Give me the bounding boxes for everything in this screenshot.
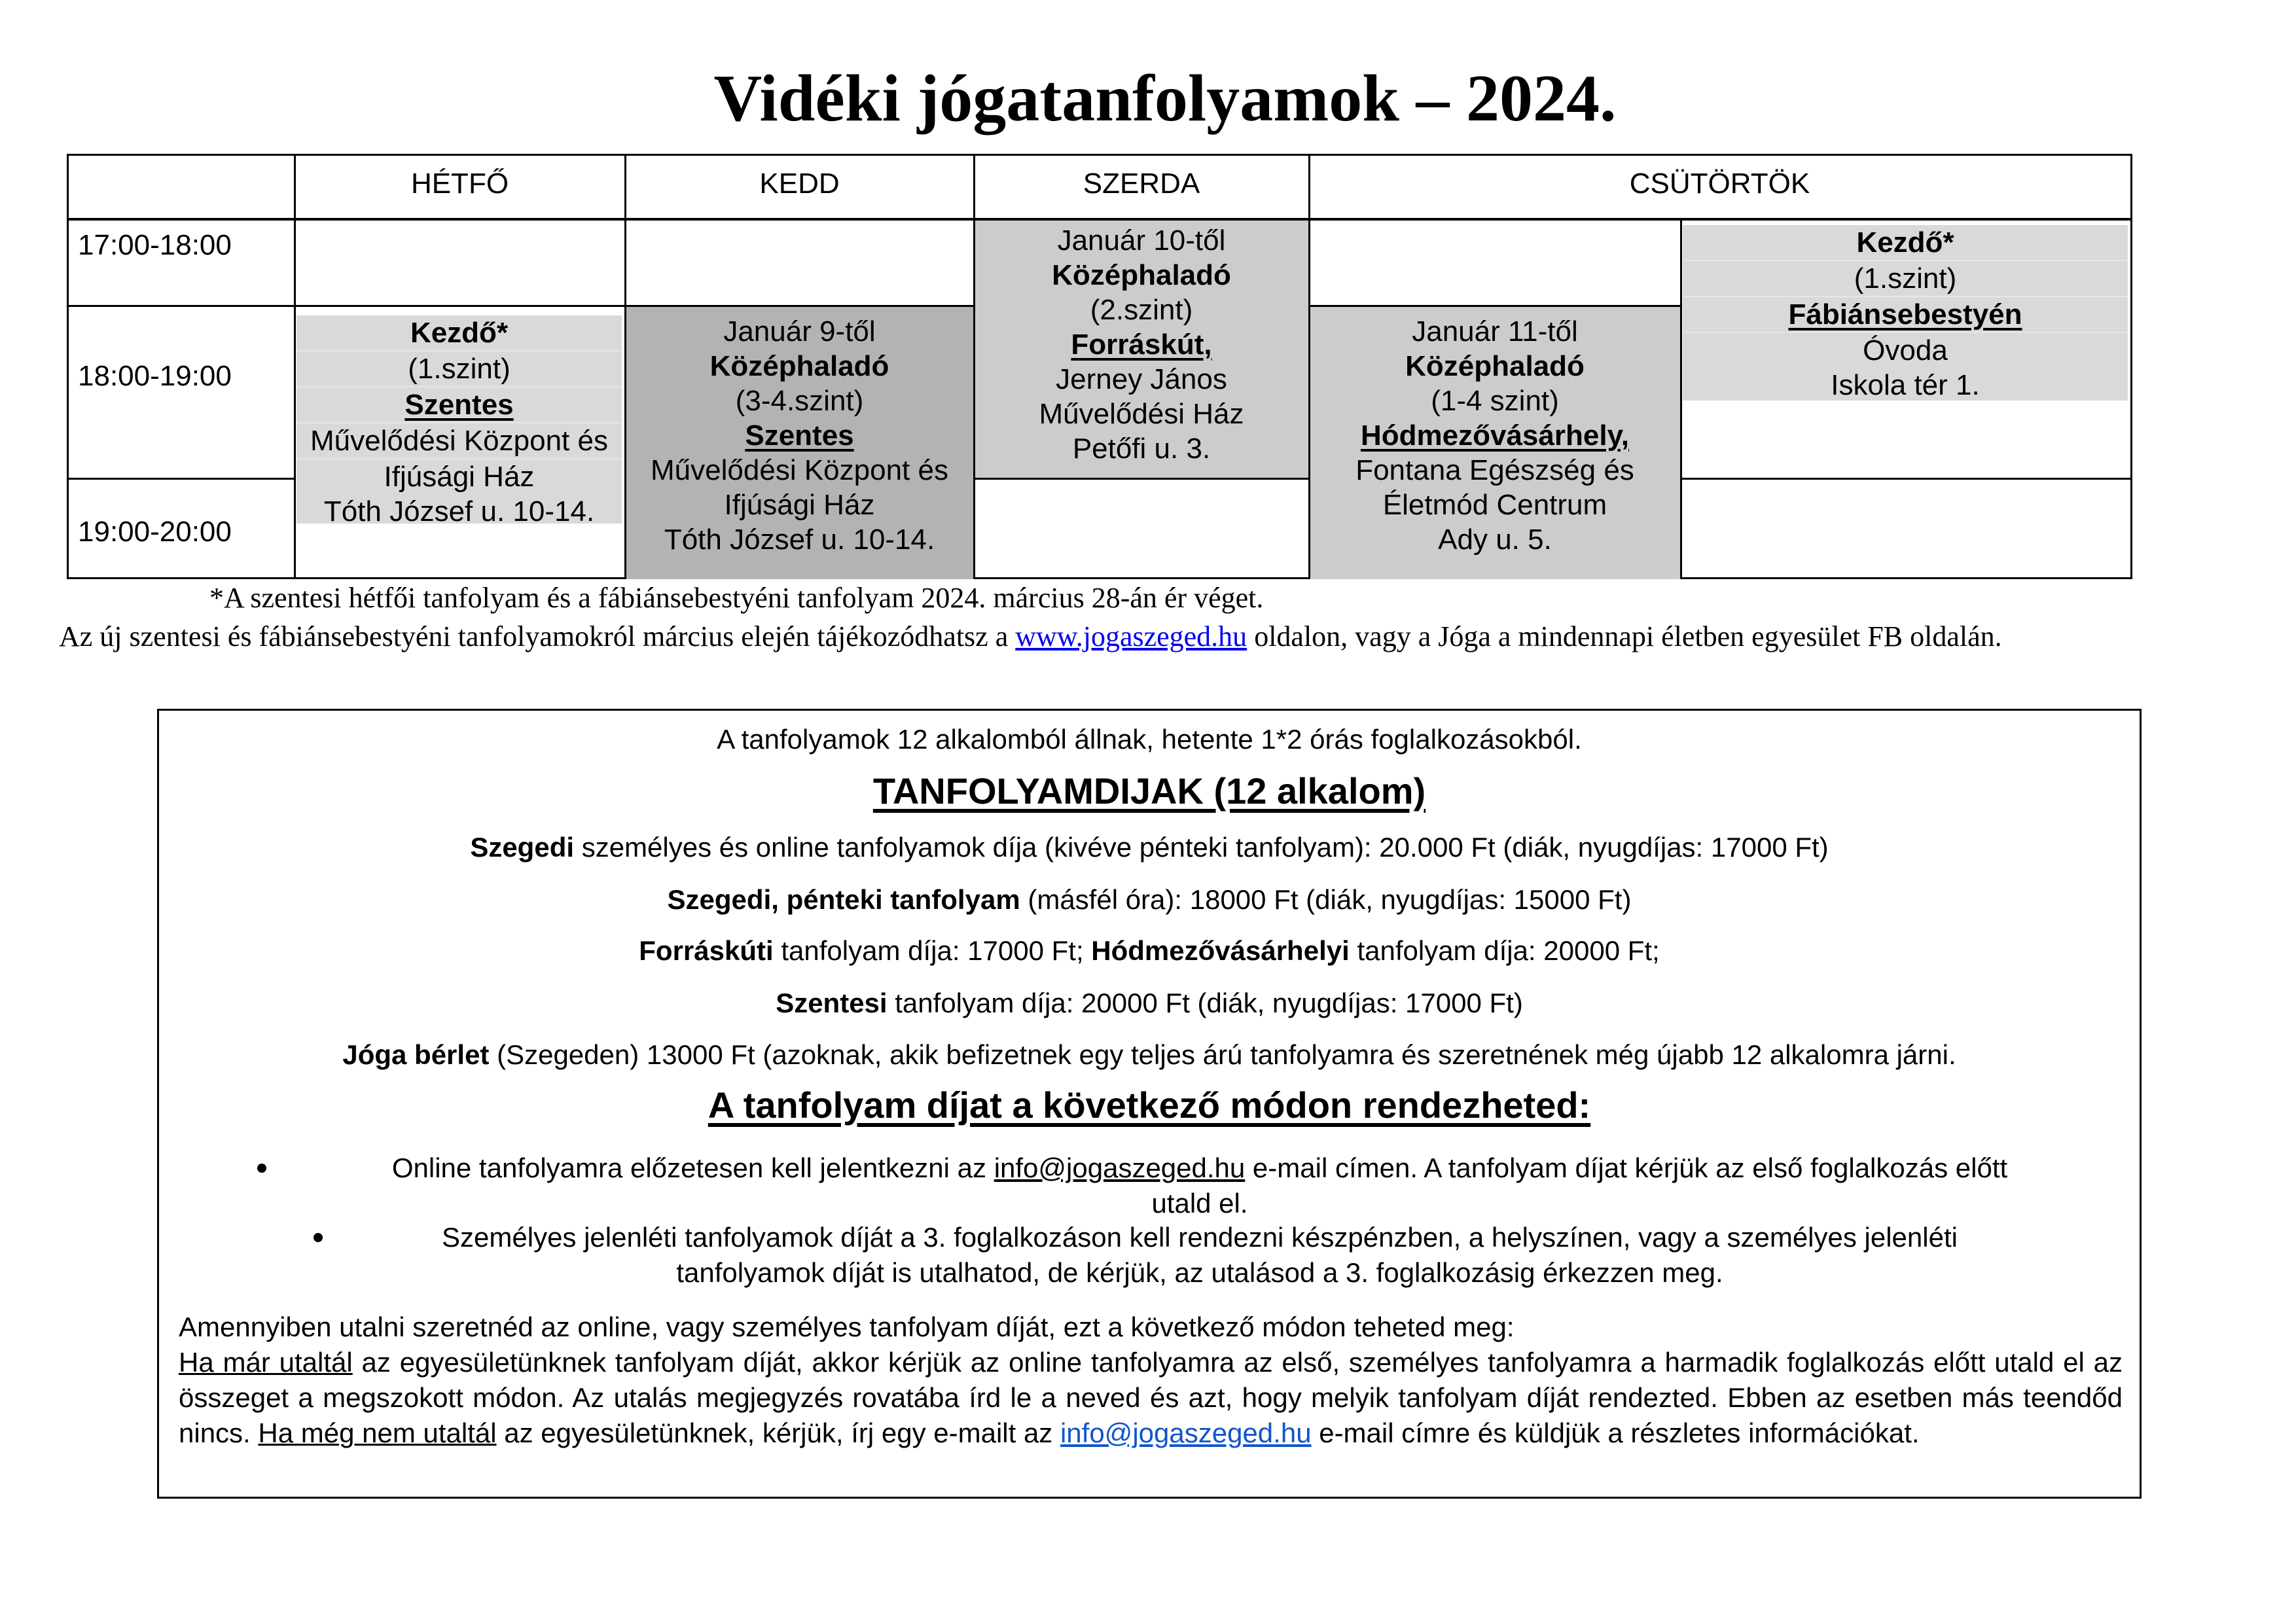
bullet-text-line2: tanfolyamok díját is utalhatod, de kérjük, az utalásod a 3. foglalkozásig érkezzen meg.: [676, 1257, 1723, 1288]
fee-line-szeged: [159, 832, 2140, 863]
transfer-lead: Amennyiben utalni szeretnéd az online, vagy személyes tanfolyam díját, ezt a következő módon teheted meg:: [179, 1311, 1515, 1342]
class-city: Szentes: [404, 389, 514, 421]
class-venue: Fontana Egészség és: [1355, 454, 1634, 486]
col-divider: [624, 156, 626, 579]
class-venue: Óvoda: [1863, 334, 1948, 366]
time-slot-18: 18:00-19:00: [78, 360, 232, 392]
class-block-tuesday: [625, 306, 974, 579]
class-venue-2: Ifjúsági Ház: [384, 461, 535, 493]
header-thursday: CSÜTÖRTÖK: [1629, 168, 1810, 200]
fee-label: Szegedi: [470, 832, 575, 863]
row-divider: [974, 478, 1309, 480]
payment-heading: A tanfolyam díjat a következő módon rendezheted:: [708, 1084, 1591, 1126]
row-divider: [69, 305, 625, 307]
fee-label: Forráskúti: [639, 935, 774, 966]
class-venue: Művelődési Központ és: [651, 454, 948, 486]
class-level-detail: (3-4.szint): [735, 385, 864, 417]
transfer-text: az egyesületünknek tanfolyam díját, akkor kérjük az online tanfolyamra az első, személyes tanfolyamra a harmadik foglalkozás előtt utald el az összeget a megszokott módon. Az utalás megjegyzés rovatába írd le a neved és azt, hogy melyik tanfolyam díját rendezted. Ebben az esetben más teendőd nincs.: [179, 1347, 2123, 1448]
footnote: *A szentesi hétfői tanfolyam és a fábiánsebestyéni tanfolyam 2024. március 28-án ér véget.: [209, 582, 1264, 614]
col-divider: [294, 156, 296, 579]
page-title: Vidéki jógatanfolyamok – 2024.: [713, 62, 1617, 135]
class-city: Szentes: [745, 419, 854, 452]
class-address: Tóth József u. 10-14.: [323, 495, 595, 527]
class-venue: Művelődési Központ és: [296, 423, 622, 459]
fee-text: (másfél óra): 18000 Ft (diák, nyugdíjas: 15000 Ft): [1020, 884, 1632, 915]
header-wednesday: SZERDA: [1083, 168, 1200, 200]
class-block-wednesday: [974, 219, 1309, 479]
fee-label: Jóga bérlet: [342, 1039, 490, 1070]
email-link[interactable]: info@jogaszeged.hu: [1060, 1418, 1312, 1448]
col-divider: [1680, 219, 1682, 579]
bullet-text: Személyes jelenléti tanfolyamok díját a 3. foglalkozáson kell rendezni készpénzben, a helyszínen, vagy a személyes jelenléti: [442, 1222, 1958, 1253]
bullet-online: [290, 1150, 2109, 1221]
col-divider: [973, 156, 975, 579]
col-divider: [1308, 156, 1310, 579]
bullet-icon: [314, 1233, 323, 1242]
class-address: Ady u. 5.: [1438, 524, 1552, 556]
class-level: Kezdő*: [1683, 225, 2128, 261]
bullet-text-line2: utald el.: [1151, 1188, 1248, 1219]
class-block-thursday-fabiansebestyen: [1683, 225, 2128, 401]
fees-heading: TANFOLYAMDIJAK (12 alkalom): [872, 770, 1426, 812]
bullet-text: Online tanfolyamra előzetesen kell jelentkezni az: [391, 1152, 994, 1183]
class-city: Fábiánsebestyén: [1788, 298, 2022, 330]
row-divider: [625, 305, 974, 307]
class-address: Tóth József u. 10-14.: [664, 524, 935, 556]
transfer-text-2: az egyesületünknek, kérjük, írj egy e-mailt az: [496, 1418, 1060, 1448]
class-address: Petőfi u. 3.: [1072, 433, 1211, 465]
fee-text-2: tanfolyam díja: 20000 Ft;: [1349, 935, 1660, 966]
class-level: Kezdő*: [296, 315, 622, 351]
fee-line-szeged-friday: [159, 884, 2140, 916]
class-venue-2: Ifjúsági Ház: [724, 489, 875, 521]
info-box: [157, 709, 2142, 1499]
info-paragraph: [59, 618, 2238, 655]
class-venue-2: Életmód Centrum: [1382, 489, 1607, 521]
class-level-detail: (1-4 szint): [1431, 385, 1559, 417]
fee-text: tanfolyam díja: 17000 Ft;: [773, 935, 1092, 966]
bullet-text-after: e-mail címen. A tanfolyam díjat kérjük az első foglalkozás előtt: [1245, 1152, 2008, 1183]
class-level: Középhaladó: [709, 350, 889, 382]
course-intro: A tanfolyamok 12 alkalomból állnak, hetente 1*2 órás foglalkozásokból.: [717, 724, 1582, 755]
email-link[interactable]: info@jogaszeged.hu: [994, 1152, 1246, 1183]
fee-text: tanfolyam díja: 20000 Ft (diák, nyugdíjas: 17000 Ft): [887, 988, 1523, 1018]
header-tuesday: KEDD: [759, 168, 840, 200]
website-link[interactable]: www.jogaszeged.hu: [1015, 620, 1247, 652]
fee-label: Szentesi: [776, 988, 888, 1018]
transfer-text-3: e-mail címre és küldjük a részletes információkat.: [1311, 1418, 1920, 1448]
schedule-table: [67, 154, 2132, 579]
fee-label: Szegedi, pénteki tanfolyam: [667, 884, 1020, 915]
class-block-monday: [296, 315, 622, 527]
bullet-in-person: [342, 1220, 2057, 1291]
already-paid-label: Ha már utaltál: [179, 1347, 353, 1378]
fee-line-berlet: [159, 1039, 2140, 1071]
class-start-date: Január 9-től: [723, 315, 876, 348]
class-level-detail: (1.szint): [1683, 261, 2128, 297]
class-venue-2: Művelődési Ház: [1039, 398, 1244, 430]
header-divider: [69, 218, 2130, 221]
class-address: Iskola tér 1.: [1831, 369, 1980, 401]
row-divider: [1309, 305, 1681, 307]
info-text-after: oldalon, vagy a Jóga a mindennapi életben egyesület FB oldalán.: [1247, 620, 2002, 652]
fee-text: (Szegeden) 13000 Ft (azoknak, akik befizetnek egy teljes árú tanfolyamra és szeretnének még újabb 12 alkalomra járni.: [489, 1039, 1956, 1070]
class-level: Középhaladó: [1052, 259, 1231, 291]
time-slot-19: 19:00-20:00: [78, 516, 232, 548]
fee-text: személyes és online tanfolyamok díja (kivéve pénteki tanfolyam): 20.000 Ft (diák, nyugdíjas: 17000 Ft): [574, 832, 1829, 863]
info-text: Az új szentesi és fábiánsebestyéni tanfolyamokról március elején tájékozódhatsz a: [59, 620, 1016, 652]
class-block-thursday-hodmezovasarhely: [1309, 306, 1681, 579]
time-slot-17: 17:00-18:00: [78, 229, 232, 261]
class-level-detail: (2.szint): [1090, 294, 1193, 326]
transfer-instructions: [179, 1310, 2123, 1451]
class-start-date: Január 11-től: [1412, 315, 1578, 348]
header-monday: HÉTFŐ: [410, 168, 509, 200]
row-divider: [1681, 478, 2130, 480]
bullet-icon: [257, 1164, 266, 1173]
not-yet-paid-label: Ha még nem utaltál: [258, 1418, 497, 1448]
fee-line-szentes: [159, 988, 2140, 1019]
class-start-date: Január 10-től: [1057, 224, 1226, 257]
class-level-detail: (1.szint): [296, 351, 622, 387]
row-divider: [69, 478, 295, 480]
fee-label-2: Hódmezővásárhelyi: [1091, 935, 1350, 966]
class-venue: Jerney János: [1056, 363, 1227, 395]
fee-line-forraskut: [159, 935, 2140, 967]
class-level: Középhaladó: [1405, 350, 1585, 382]
class-city: Forráskút,: [1071, 329, 1212, 361]
class-city: Hódmezővásárhely,: [1360, 419, 1629, 452]
